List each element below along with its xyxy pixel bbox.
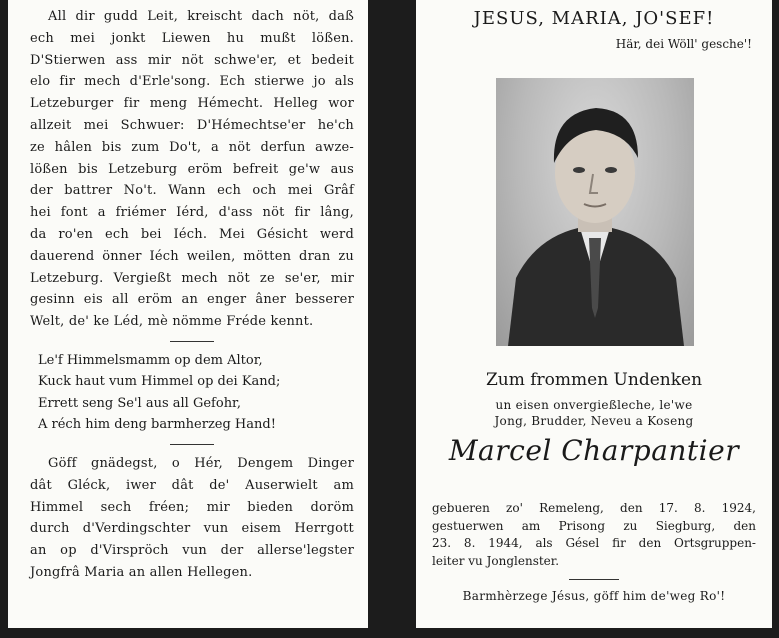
deceased-name: Marcel Charpantier (448, 434, 740, 467)
text-line: hei font a friémer Iérd, d'ass nöt fir lâng, (30, 205, 354, 221)
poem-line: A réch him deng barmherzeg Hand! (38, 417, 276, 433)
left-card (8, 0, 368, 628)
right-card (416, 0, 772, 628)
text-line: D'Stierwen ass mir nöt schwe'er, et bedeit (30, 52, 354, 68)
text-line: gesinn eis all eröm an enger âner besserer (30, 292, 354, 308)
card-title: JESUS, MARIA, JO'SEF! (473, 8, 715, 29)
bio-line: gebueren zo' Remeleng, den 17. 8. 1924, (432, 501, 756, 515)
memorial-line: un eisen onvergießleche, le'we (495, 398, 693, 412)
bio-line: leiter vu Jonglenster. (432, 553, 560, 568)
text-line: elo fir mech d'Erle'song. Ech stierwe jo als (30, 74, 354, 90)
portrait-icon (496, 78, 694, 346)
portrait-photo (496, 78, 694, 346)
text-line: dât Gléck, iwer dât de' Auserwielt am (30, 477, 354, 493)
text-line: Welt, de' ke Léd, mè nömme Fréde kennt. (30, 314, 314, 330)
divider (569, 579, 619, 580)
text-line: Letzeburger fir meng Hémecht. Helleg wor (30, 96, 354, 112)
poem-line: Errett seng Se'l aus all Gefohr, (38, 395, 241, 411)
biography (432, 500, 756, 570)
text-line: der battrer No't. Wann ech och mei Grâf (30, 183, 354, 199)
text-line: Himmel sech fréen; mir bieden doröm (30, 499, 354, 515)
text-line: lößen bis Letzeburg eröm befreit ge'w aus (30, 161, 354, 177)
text-line: ech mei jonkt Liewen hu mußt lößen. (30, 30, 354, 46)
memorial-line: Jong, Brudder, Neveu a Koseng (494, 414, 694, 428)
text-line: All dir gudd Leit, kreischt dach nöt, daß (48, 9, 354, 24)
prayer-poem (30, 350, 354, 436)
text-line: an op d'Virspröch vun der allerse'legster (30, 543, 354, 559)
poem-line: Le'f Himmelsmamm op dem Altor, (38, 352, 263, 368)
memorial-heading: Zum frommen Undenken (485, 370, 703, 390)
text-line: Letzeburg. Vergießt mech nöt ze se'er, mir (30, 270, 354, 286)
text-line: allzeit mei Schwuer: D'Hémechtse'er he'ch (30, 117, 354, 133)
bio-line: 23. 8. 1944, als Gésel fir den Ortsgruppen- (432, 536, 756, 550)
closing-prayer: Barmhèrzege Jésus, göff him de'weg Ro'! (462, 589, 726, 603)
text-line: da ro'en ech bei Iéch. Mei Gésicht werd (30, 226, 354, 242)
memorial-block (416, 370, 772, 467)
text-line: Jongfrâ Maria an allen Hellegen. (30, 564, 253, 580)
prayer-paragraph (30, 453, 354, 584)
farewell-paragraph (30, 6, 354, 333)
divider (170, 341, 214, 342)
text-line: dauerend önner Iéch weilen, mötten dran zu (30, 248, 354, 264)
poem-line: Kuck haut vum Himmel op dei Kand; (38, 374, 281, 390)
text-line: durch d'Verdingschter vun eisem Herrgott (30, 521, 354, 537)
text-line: ze hâlen bis zum Do't, a nöt derfun awze- (30, 139, 354, 155)
card-subtitle: Här, dei Wöll' gesche'! (615, 37, 752, 51)
text-line: Göff gnädegst, o Hér, Dengem Dinger (48, 455, 354, 471)
bio-line: gestuerwen am Prisong zu Siegburg, den (432, 518, 756, 533)
divider (170, 444, 214, 445)
